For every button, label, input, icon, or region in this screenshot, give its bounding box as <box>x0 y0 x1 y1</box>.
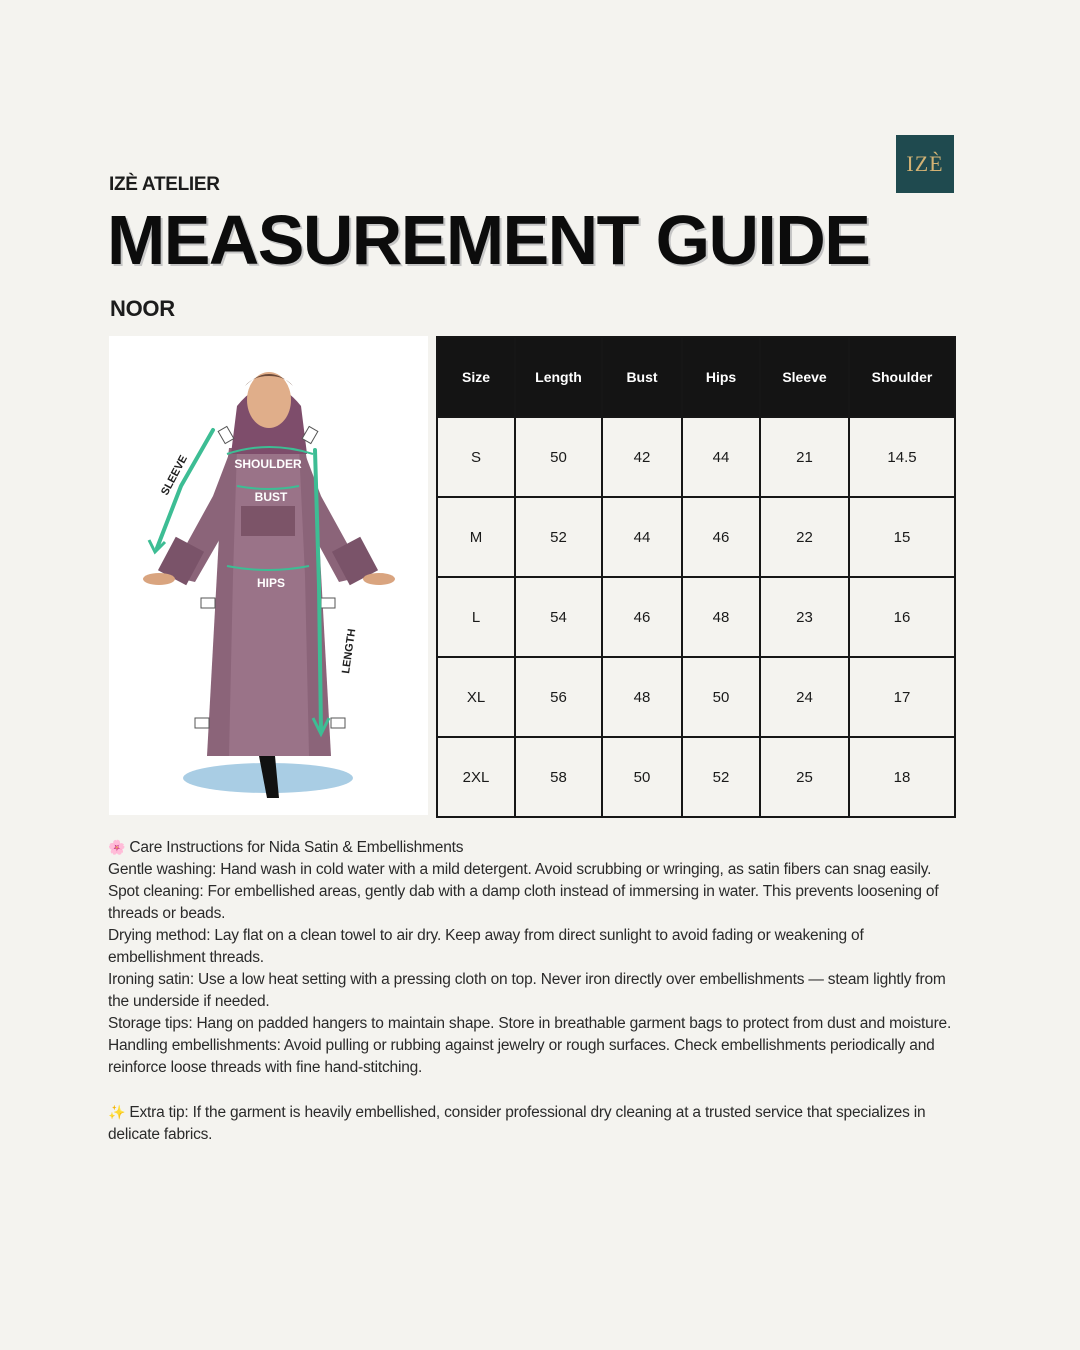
hips-label: HIPS <box>256 576 286 590</box>
flower-icon: 🌸 <box>108 839 126 855</box>
care-item: Gentle washing: Hand wash in cold water with a mild detergent. Avoid scrubbing or wringing, as satin fibers can snag easily. <box>108 861 932 878</box>
table-cell: 50 <box>682 657 760 737</box>
table-cell: 2XL <box>437 737 515 817</box>
table-cell: 50 <box>515 417 602 497</box>
face <box>247 372 291 428</box>
table-cell: 52 <box>682 737 760 817</box>
table-cell: S <box>437 417 515 497</box>
tag <box>331 718 345 728</box>
table-cell: 44 <box>602 497 682 577</box>
right-hand <box>363 573 395 585</box>
care-instructions <box>108 836 953 1146</box>
table-row <box>437 657 955 737</box>
figure-illustration <box>109 336 428 815</box>
length-label: LENGTH <box>340 627 359 675</box>
logo-text: IZÈ <box>906 151 944 176</box>
care-item: Drying method: Lay flat on a clean towel to air dry. Keep away from direct sunlight to avoid fading or weakening of embellishment threads. <box>108 927 864 966</box>
extra-tip-text: Extra tip: If the garment is heavily embellished, consider professional dry cleaning at a trusted service that specializes in delicate fabrics. <box>108 1104 926 1143</box>
bust-label: BUST <box>254 490 288 504</box>
measurement-figure <box>109 336 428 815</box>
care-item: Ironing satin: Use a low heat setting with a pressing cloth on top. Never iron directly over embellishments — steam lightly from the underside if needed. <box>108 971 946 1010</box>
sleeve-label: SLEEVE <box>159 453 191 498</box>
table-cell: 15 <box>849 497 955 577</box>
header-bust: Bust <box>602 337 682 417</box>
table-cell: 16 <box>849 577 955 657</box>
table-cell: 44 <box>682 417 760 497</box>
product-name: NOOR <box>110 296 175 321</box>
table-cell: 17 <box>849 657 955 737</box>
table-cell: 58 <box>515 737 602 817</box>
sparkles-icon: ✨ <box>108 1104 126 1120</box>
tag <box>195 718 209 728</box>
header-size: Size <box>437 337 515 417</box>
table-cell: 54 <box>515 577 602 657</box>
lace-band <box>241 506 295 536</box>
table-cell: 48 <box>682 577 760 657</box>
care-heading <box>108 836 953 859</box>
left-hand <box>143 573 175 585</box>
table-row <box>437 737 955 817</box>
extra-tip <box>108 1101 953 1146</box>
table-cell: 48 <box>602 657 682 737</box>
table-cell: 23 <box>760 577 849 657</box>
table-cell: 50 <box>602 737 682 817</box>
table-header-row <box>437 337 955 417</box>
care-item: Handling embellishments: Avoid pulling or rubbing against jewelry or rough surfaces. Check embellishments periodically and reinforce loose threads with fine hand-stitching. <box>108 1037 935 1076</box>
header-shoulder: Shoulder <box>849 337 955 417</box>
shoulder-label: SHOULDER <box>234 457 302 471</box>
table-cell: 25 <box>760 737 849 817</box>
table-row <box>437 577 955 657</box>
table-cell: 18 <box>849 737 955 817</box>
care-item: Storage tips: Hang on padded hangers to maintain shape. Store in breathable garment bags to protect from dust and moisture. <box>108 1015 952 1032</box>
brand-name: IZÈ ATELIER <box>109 174 220 195</box>
page-title: MEASUREMENT GUIDE <box>107 201 870 279</box>
table-cell: 24 <box>760 657 849 737</box>
header-length: Length <box>515 337 602 417</box>
table-cell: 21 <box>760 417 849 497</box>
table-cell: 56 <box>515 657 602 737</box>
table-cell: 22 <box>760 497 849 577</box>
size-chart-table <box>436 336 956 818</box>
table-cell: L <box>437 577 515 657</box>
tag <box>218 426 234 443</box>
table-cell: 42 <box>602 417 682 497</box>
tag <box>201 598 215 608</box>
brand-logo <box>896 135 954 193</box>
tag <box>321 598 335 608</box>
table-cell: 46 <box>682 497 760 577</box>
header-sleeve: Sleeve <box>760 337 849 417</box>
table-row <box>437 497 955 577</box>
table-cell: 14.5 <box>849 417 955 497</box>
table-cell: 52 <box>515 497 602 577</box>
table-cell: XL <box>437 657 515 737</box>
care-heading-text: Care Instructions for Nida Satin & Embellishments <box>129 839 464 856</box>
spacer <box>108 1079 953 1101</box>
table-row <box>437 417 955 497</box>
header-hips: Hips <box>682 337 760 417</box>
table-cell: M <box>437 497 515 577</box>
table-cell: 46 <box>602 577 682 657</box>
care-item: Spot cleaning: For embellished areas, gently dab with a damp cloth instead of immersing in water. This prevents loosening of threads or beads. <box>108 883 939 922</box>
